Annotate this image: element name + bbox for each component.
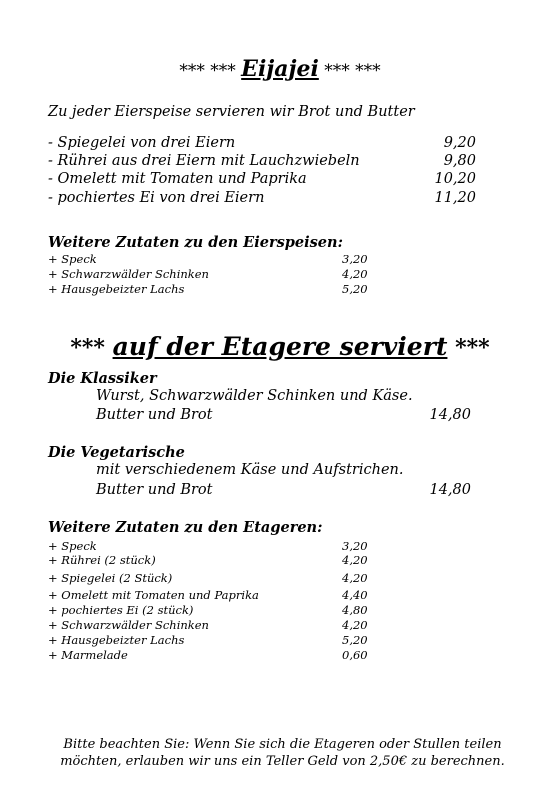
extra-item-name: + pochiertes Ei (2 stück)	[48, 603, 194, 617]
extras-heading: Weitere Zutaten zu den Etageren:	[48, 519, 323, 536]
section-title-eier	[0, 56, 560, 82]
extra-item-name: + Spiegelei (2 Stück)	[48, 571, 173, 585]
title-stars-right: *** ***	[324, 61, 381, 81]
extra-item-price: 4,80	[342, 603, 368, 617]
category-name: Die Vegetarische	[48, 444, 185, 461]
extra-item-price: 5,20	[342, 633, 368, 647]
extra-item-name: + Speck	[48, 252, 97, 266]
extra-item-name: + Marmelade	[48, 648, 128, 662]
extra-item-price: 3,20	[342, 539, 368, 553]
category-name: Die Klassiker	[48, 370, 157, 387]
extra-item-name: + Rührei (2 stück)	[48, 553, 156, 567]
menu-item-price: 9,20	[443, 135, 476, 151]
note-line: Bitte beachten Sie: Wenn Sie sich die Etageren oder Stullen teilen	[63, 737, 502, 752]
extra-item-price: 4,20	[342, 618, 368, 632]
extra-item-price: 4,20	[342, 553, 368, 567]
title-text: Eijajei	[241, 56, 319, 82]
menu-item-price: 10,20	[434, 171, 476, 187]
menu-item-price: 11,20	[434, 190, 476, 206]
title-stars-left: ***	[70, 335, 105, 361]
category-price: 14,80	[429, 482, 471, 498]
extra-item-price: 5,20	[342, 282, 368, 296]
menu-item-name: - pochiertes Ei von drei Eiern	[48, 190, 265, 206]
menu-item-name: - Spiegelei von drei Eiern	[48, 135, 236, 151]
section-title-etagere	[0, 332, 560, 361]
category-description: Wurst, Schwarzwälder Schinken und Käse.	[96, 388, 413, 404]
category-description: Butter und Brot	[96, 482, 213, 498]
menu-item-price: 9,80	[443, 153, 476, 169]
extra-item-name: + Hausgebeizter Lachs	[48, 633, 185, 647]
category-price: 14,80	[429, 407, 471, 423]
footer-note	[0, 736, 560, 770]
extra-item-name: + Hausgebeizter Lachs	[48, 282, 185, 296]
extra-item-price: 3,20	[342, 252, 368, 266]
category-description: mit verschiedenem Käse und Aufstrichen.	[96, 462, 404, 478]
category-description: Butter und Brot	[96, 407, 213, 423]
intro-text: Zu jeder Eierspeise servieren wir Brot und Butter	[48, 104, 415, 120]
extra-item-name: + Schwarzwälder Schinken	[48, 267, 209, 281]
extra-item-price: 4,20	[342, 571, 368, 585]
extra-item-price: 4,40	[342, 588, 368, 602]
title-stars-right: ***	[455, 335, 490, 361]
extras-heading: Weitere Zutaten zu den Eierspeisen:	[48, 234, 343, 251]
note-line: möchten, erlauben wir uns ein Teller Geld von 2,50€ zu berechnen.	[60, 754, 505, 769]
title-text: auf der Etagere serviert	[112, 332, 448, 361]
extra-item-name: + Omelett mit Tomaten und Paprika	[48, 588, 259, 602]
extra-item-price: 4,20	[342, 267, 368, 281]
menu-item-name: - Omelett mit Tomaten und Paprika	[48, 171, 307, 187]
menu-item-name: - Rührei aus drei Eiern mit Lauchzwiebeln	[48, 153, 360, 169]
title-stars-left: *** ***	[179, 61, 236, 81]
extra-item-name: + Speck	[48, 539, 97, 553]
extra-item-price: 0,60	[342, 648, 368, 662]
extra-item-name: + Schwarzwälder Schinken	[48, 618, 209, 632]
